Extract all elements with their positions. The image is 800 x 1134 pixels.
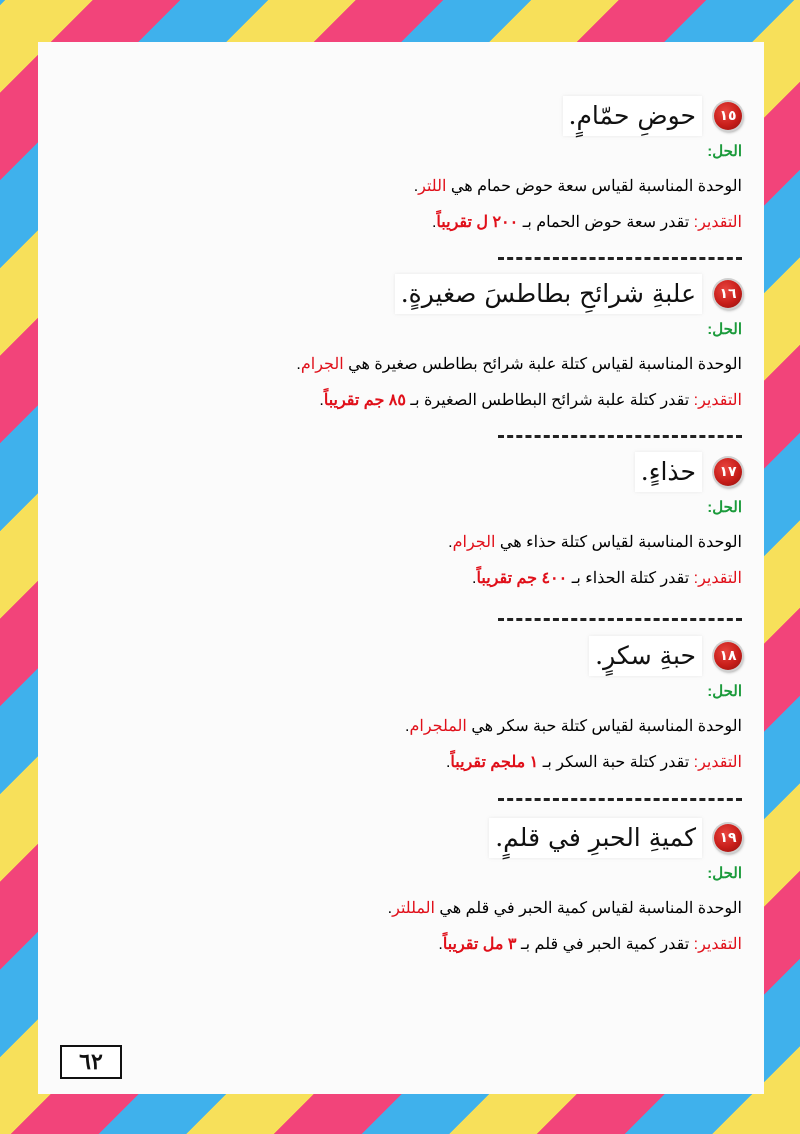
problem-18 (62, 634, 742, 774)
page-number: ٦٢ (60, 1045, 122, 1079)
dashed-divider (498, 257, 742, 260)
solution-label: الحل: (707, 683, 742, 700)
unit-sentence: الوحدة المناسبة لقياس كتلة حذاء هي الجرام. (448, 534, 742, 551)
unit-answer: الملجرام (409, 718, 467, 735)
estimate-sentence: التقدير: تقدر كمية الحبر في قلم بـ ٣ مل تقريباً. (438, 936, 742, 953)
estimate-value: ١ ملجم تقريباً (450, 754, 539, 771)
unit-answer: الجرام (300, 356, 344, 373)
question-text: حبةِ سكرٍ. (589, 636, 702, 676)
question-text: علبةِ شرائحِ بطاطسَ صغيرةٍ. (395, 274, 702, 314)
estimate-sentence: التقدير: تقدر سعة حوض الحمام بـ ٢٠٠ ل تقريباً. (431, 214, 742, 231)
question-text: كميةِ الحبرِ في قلمٍ. (489, 818, 702, 858)
unit-sentence: الوحدة المناسبة لقياس كتلة حبة سكر هي الملجرام. (405, 718, 742, 735)
dashed-divider (498, 435, 742, 438)
solution-label: الحل: (707, 143, 742, 160)
unit-answer: الجرام (452, 534, 496, 551)
estimate-sentence: التقدير: تقدر كتلة علبة شرائح البطاطس الصغيرة بـ ٨٥ جم تقريباً. (319, 392, 742, 409)
estimate-value: ٣ مل تقريباً (442, 936, 517, 953)
estimate-label: التقدير: (693, 754, 742, 771)
number-badge-icon: ١٥ (714, 102, 742, 130)
estimate-sentence: التقدير: تقدر كتلة الحذاء بـ ٤٠٠ جم تقريباً. (472, 570, 742, 587)
number-badge-icon: ١٦ (714, 280, 742, 308)
problem-15 (62, 94, 742, 234)
problem-16 (62, 272, 742, 412)
estimate-label: التقدير: (693, 936, 742, 953)
dashed-divider (498, 798, 742, 801)
solution-label: الحل: (707, 499, 742, 516)
estimate-value: ٨٥ جم تقريباً (323, 392, 406, 409)
worksheet-page (38, 42, 764, 1094)
estimate-sentence: التقدير: تقدر كتلة حبة السكر بـ ١ ملجم تقريباً. (445, 754, 742, 771)
number-badge-icon: ١٧ (714, 458, 742, 486)
question-text: حوضِ حمّامٍ. (563, 96, 703, 136)
estimate-label: التقدير: (693, 570, 742, 587)
estimate-label: التقدير: (693, 392, 742, 409)
unit-sentence: الوحدة المناسبة لقياس كتلة علبة شرائح بطاطس صغيرة هي الجرام. (296, 356, 742, 373)
solution-label: الحل: (707, 865, 742, 882)
estimate-value: ٤٠٠ جم تقريباً (476, 570, 568, 587)
unit-sentence: الوحدة المناسبة لقياس سعة حوض حمام هي اللتر. (413, 178, 742, 195)
number-badge-icon: ١٩ (714, 824, 742, 852)
unit-answer: اللتر (418, 178, 447, 195)
problem-19 (62, 816, 742, 956)
unit-sentence: الوحدة المناسبة لقياس كمية الحبر في قلم هي المللتر. (387, 900, 742, 917)
solution-label: الحل: (707, 321, 742, 338)
number-badge-icon: ١٨ (714, 642, 742, 670)
question-text: حذاءٍ. (635, 452, 702, 492)
estimate-label: التقدير: (693, 214, 742, 231)
estimate-value: ٢٠٠ ل تقريباً (436, 214, 519, 231)
problem-17 (62, 450, 742, 590)
dashed-divider (498, 618, 742, 621)
unit-answer: المللتر (392, 900, 435, 917)
